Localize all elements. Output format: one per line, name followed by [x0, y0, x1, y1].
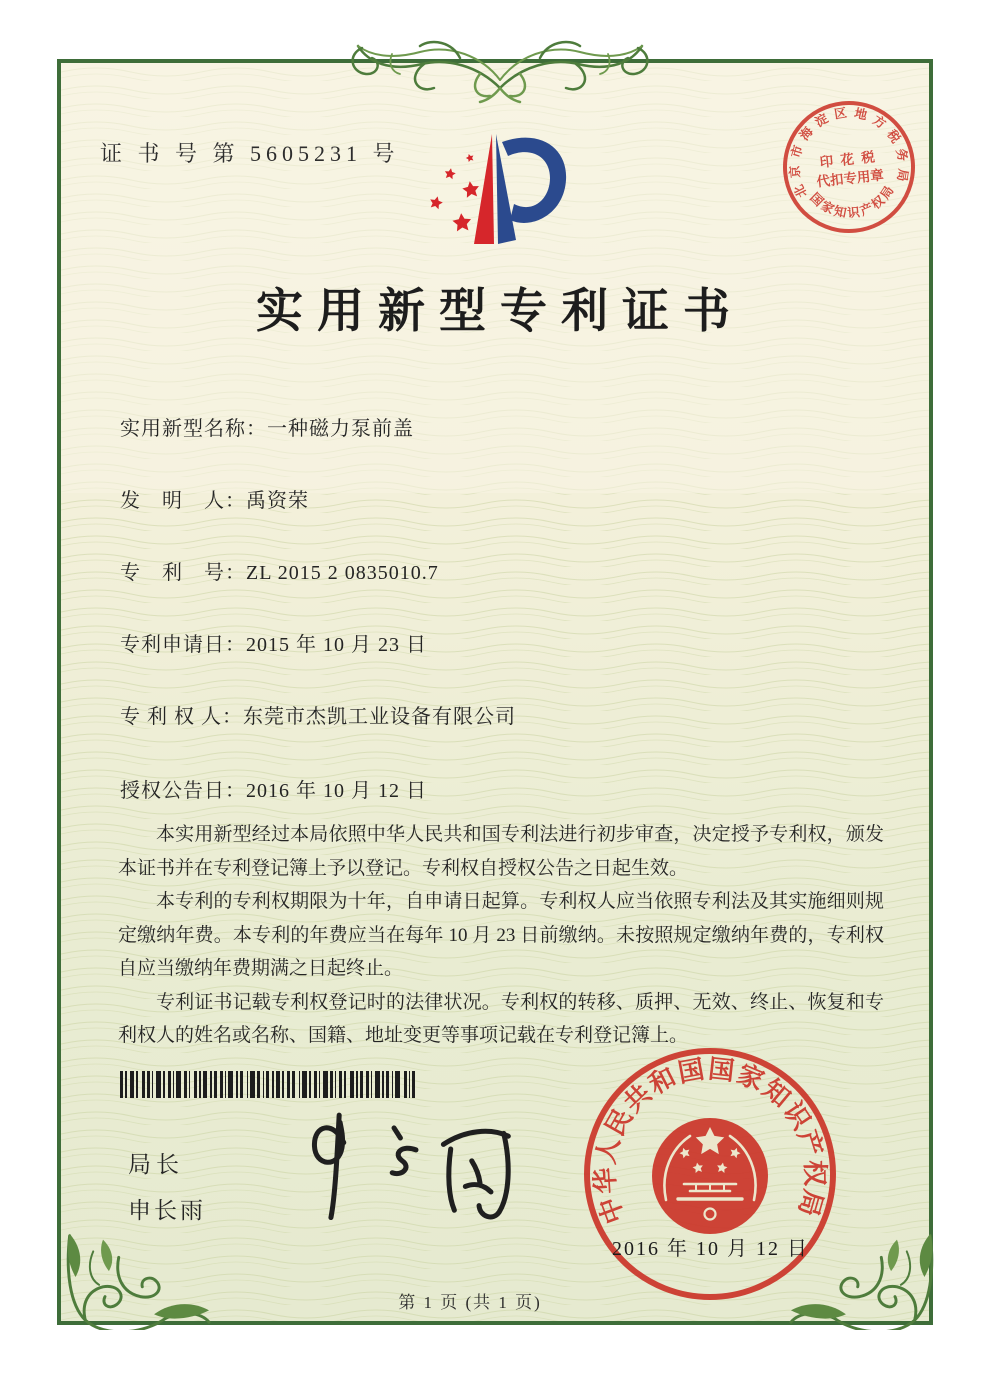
- director-signature: [280, 1106, 530, 1234]
- director-role-label: 局长: [128, 1151, 184, 1177]
- field-value: 一种磁力泵前盖: [267, 418, 414, 440]
- bottom-left-flourish-ornament: [58, 1222, 258, 1330]
- stamp-center-line2: 代扣专用章: [815, 167, 885, 190]
- field-row-grant-date: [120, 774, 427, 803]
- field-label: 发 明 人：: [120, 490, 246, 512]
- field-row-filing-date: [120, 628, 427, 657]
- field-row-patentee: [120, 700, 516, 729]
- certificate-title: 实用新型专利证书: [256, 286, 744, 338]
- stamp-center-line1: 印 花 税: [818, 149, 878, 170]
- stamp-bottom-arc-text: 国家知识产权局: [807, 183, 897, 221]
- field-label: 专 利 号：: [120, 562, 246, 584]
- national-emblem-icon: [652, 1118, 768, 1234]
- legal-paragraph-3: 专利证书记载专利权登记时的法律状况。专利权的转移、质押、无效、终止、恢复和专利权人的姓名或名称、国籍、地址变更等事项记载在专利登记簿上。: [118, 991, 884, 1046]
- legal-paragraph-1: 本实用新型经过本局依照中华人民共和国专利法进行初步审查，决定授予专利权，颁发本证书并在专利登记簿上予以登记。专利权自授权公告之日起生效。: [118, 824, 884, 879]
- stamp-top-arc-text: 北京市海淀区地方税务局: [787, 105, 911, 200]
- cnipa-logo-icon: [418, 126, 572, 250]
- legal-text: [118, 818, 884, 1053]
- field-label: 专利申请日：: [120, 634, 246, 656]
- field-value: 东莞市杰凯工业设备有限公司: [243, 706, 516, 728]
- seal-date: 2016 年 10 月 12 日: [612, 1238, 809, 1260]
- field-value: ZL 2015 2 0835010.7: [246, 562, 439, 584]
- seal-arc-text: 中华人民共和国国家知识产权局: [590, 1054, 830, 1228]
- tax-office-stamp: [771, 89, 927, 245]
- certificate-number: 证 书 号 第 5605231 号: [100, 141, 400, 166]
- top-flourish-ornament: [340, 30, 660, 110]
- cnipa-office-seal: [578, 1042, 842, 1306]
- barcode: [120, 1071, 422, 1098]
- field-row-patent-no: [120, 556, 439, 585]
- field-row-name: [120, 412, 414, 441]
- field-value: 禹资荣: [246, 490, 309, 512]
- field-value: 2016 年 10 月 12 日: [246, 780, 427, 802]
- field-row-inventor: [120, 484, 309, 513]
- field-label: 实用新型名称：: [120, 418, 267, 440]
- page-number: 第 1 页 (共 1 页): [398, 1293, 542, 1312]
- field-label: 专 利 权 人：: [120, 706, 243, 728]
- field-value: 2015 年 10 月 23 日: [246, 634, 427, 656]
- legal-paragraph-2: 本专利的专利权期限为十年，自申请日起算。专利权人应当依照专利法及其实施细则规定缴纳年费。本专利的年费应当在每年 10 月 23 日前缴纳。未按照规定缴纳年费的，专利权自应当缴纳年费期满之日起终止。: [118, 891, 884, 979]
- director-name: 申长雨: [128, 1197, 206, 1223]
- field-label: 授权公告日：: [120, 780, 246, 802]
